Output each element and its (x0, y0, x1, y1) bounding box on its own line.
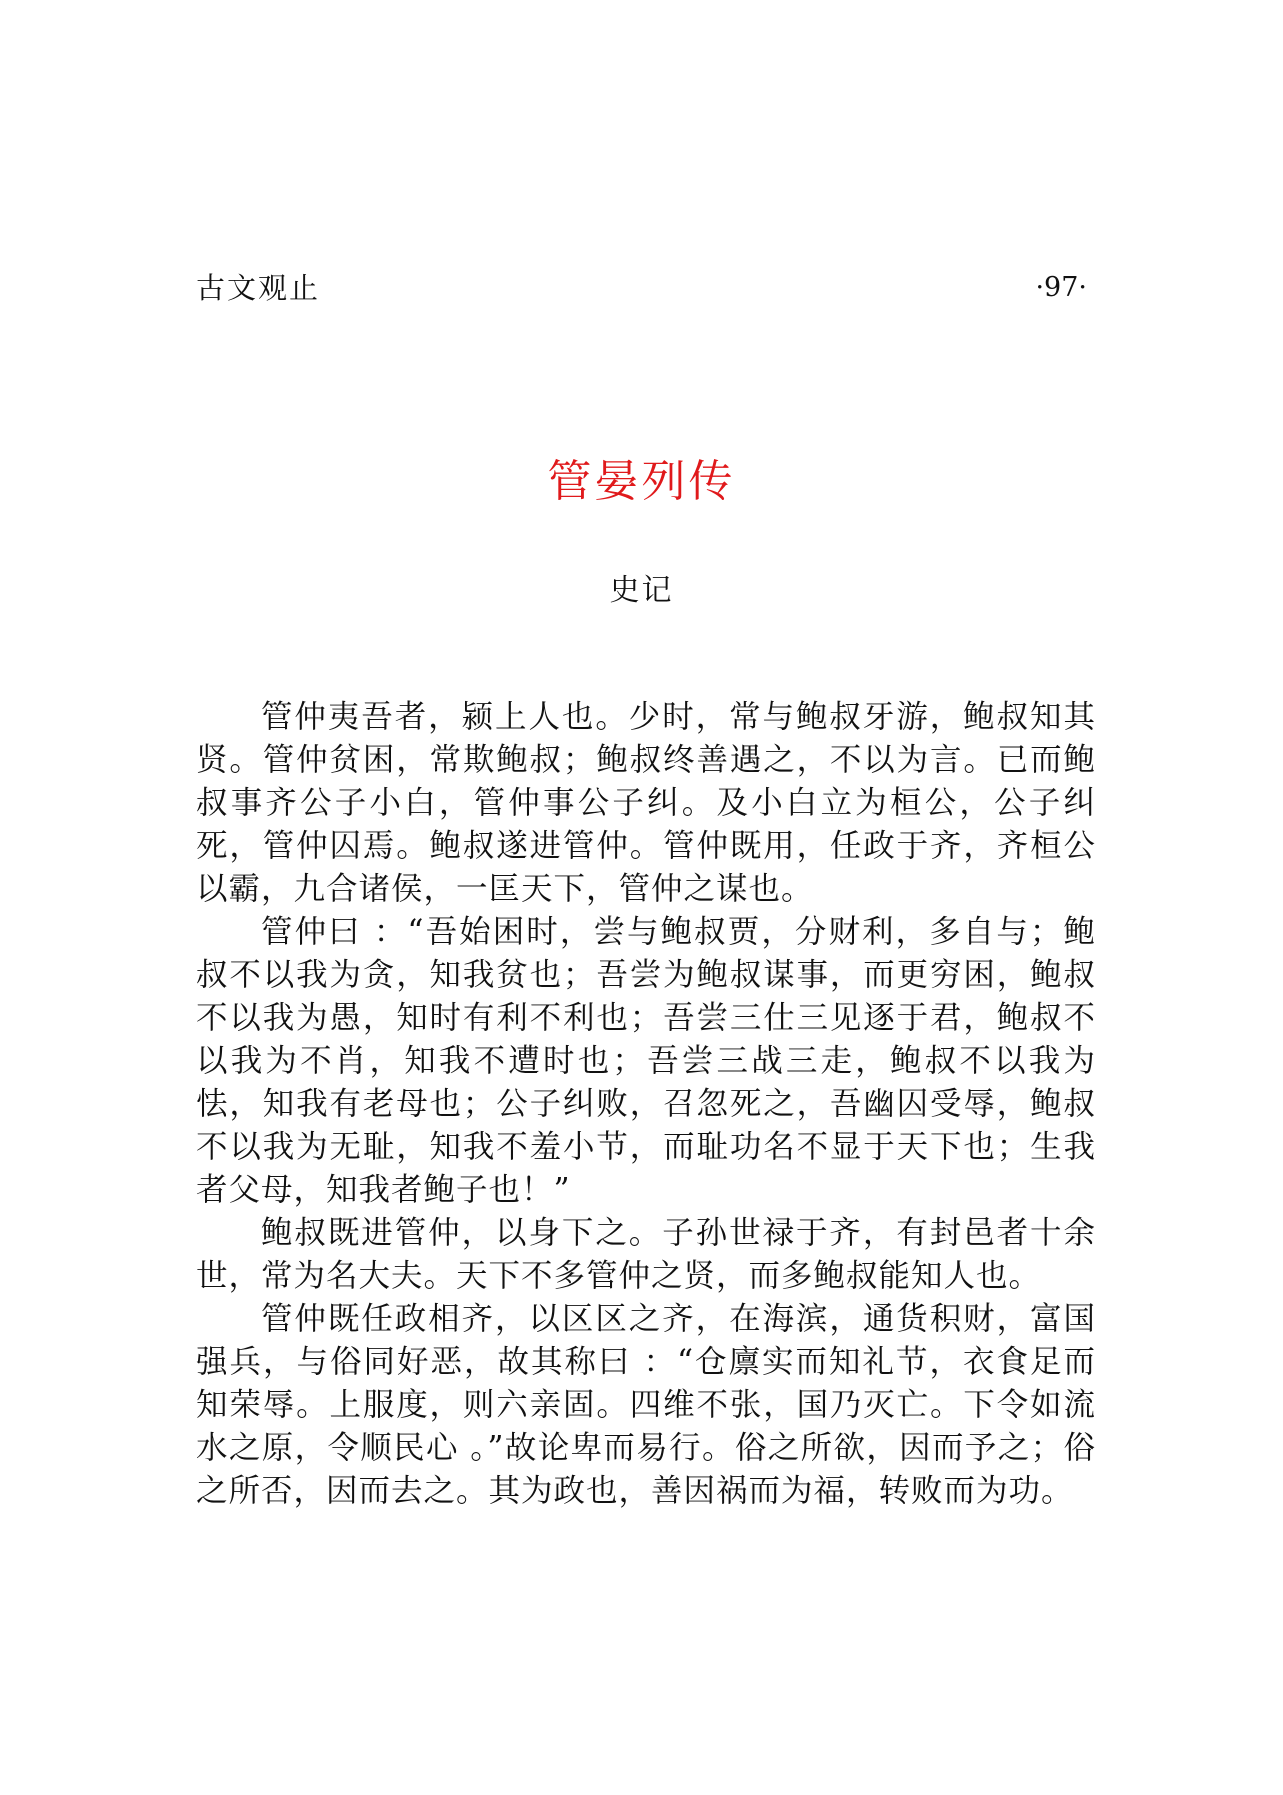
chapter-title: 管晏列传 (547, 456, 736, 507)
paragraph: 管仲夷吾者，颍上人也。少时，常与鲍叔牙游，鲍叔知其贤。管仲贫困，常欺鲍叔；鲍叔终善遇之，不以为言。已而鲍叔事齐公子小白，管仲事公子纠。及小白立为桓公，公子纠死，管仲囚焉。鲍叔遂进管仲。管仲既用，任政于齐，齐桓公以霸，九合诸侯，一匡天下，管仲之谋也。 (196, 699, 1096, 907)
paragraph: 管仲曰 ：“吾始困时，尝与鲍叔贾，分财利，多自与；鲍叔不以我为贪，知我贫也；吾尝为鲍叔谋事，而更穷困，鲍叔不以我为愚，知时有利不利也；吾尝三仕三见逐于君，鲍叔不以我为不肖，知我不遭时也；吾尝三战三走，鲍叔不以我为怯，知我有老母也；公子纠败，召忽死之，吾幽囚受辱，鲍叔不以我为无耻，知我不羞小节，而耻功名不显于天下也；生我者父母，知我者鲍子也！” (196, 914, 1096, 1208)
book-title: 古文观止 (196, 271, 321, 305)
chapter-source: 史记 (609, 573, 674, 608)
body-text (196, 696, 1096, 1513)
paragraph: 管仲既任政相齐，以区区之齐，在海滨，通货积财，富国强兵，与俗同好恶，故其称曰 ：“仓廪实而知礼节，衣食足而知荣辱。上服度，则六亲固。四维不张，国乃灭亡。下令如流水之原，令顺民心 。”故论卑而易行。俗之所欲，因而予之；俗之所否，因而去之。其为政也，善因祸而为福，转败而为功。 (196, 1301, 1096, 1509)
running-header (196, 266, 1087, 310)
paragraph: 鲍叔既进管仲，以身下之。子孙世禄于齐，有封邑者十余世，常为名大夫。天下不多管仲之贤，而多鲍叔能知人也。 (196, 1215, 1096, 1294)
page-number: ·97· (1035, 272, 1087, 303)
